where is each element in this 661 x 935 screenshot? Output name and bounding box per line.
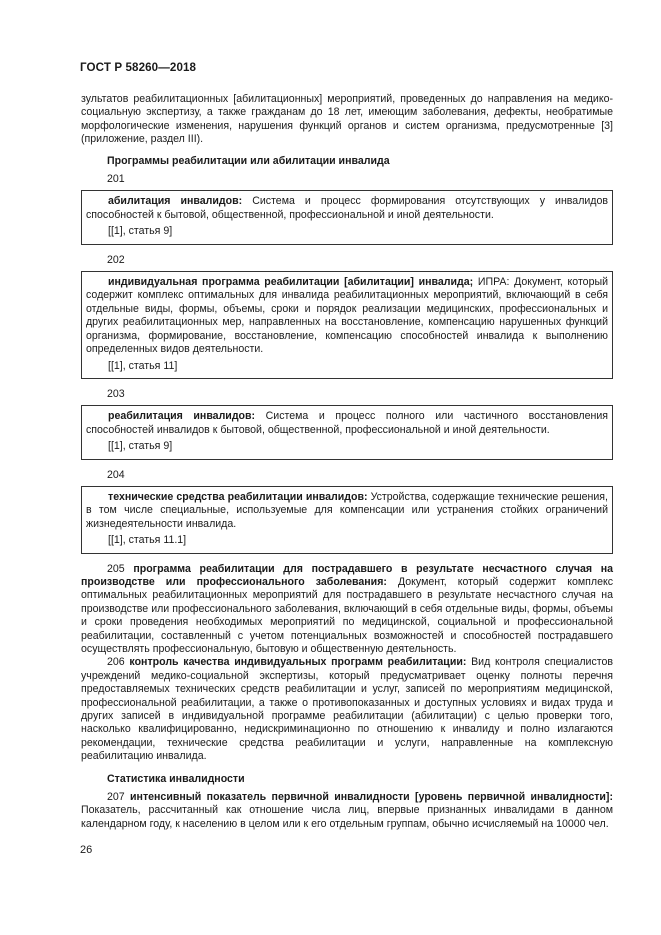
term-text: Документ, который содержит комплекс оптимальных реабилитационных мероприятий для пострадавшего в результате несчастного случая на производстве или профессионального заболевания, включающий в себя отдельные виды, формы, объемы и сроки проведения необходимых мероприятий по медицинской, социальной и профессиональной реабилитации, составленный с учетом потенциальных возможностей и способностей пострадавшего осуществлять профессиональную, бытовую и общественную деятельность. [81, 575, 614, 655]
document-body [81, 93, 613, 831]
term-entry-203 [81, 388, 613, 460]
term-box [81, 486, 613, 554]
term-number: 203 [107, 387, 125, 400]
term-name: абилитация инвалидов: [108, 195, 243, 208]
term-reference: [[1], статья 11.1] [108, 534, 187, 547]
term-text: Устройства, содержащие технические решения, в том числе специальные, используемые для компенсации или устранения стойких ограничений жизнедеятельности инвалида. [86, 490, 608, 530]
term-name: реабилитация инвалидов: [108, 410, 256, 423]
term-box [81, 190, 613, 244]
term-name: интенсивный показатель первичной инвалидности [уровень первичной инвалидности]: [130, 791, 613, 804]
term-definition [86, 276, 608, 356]
term-box [81, 405, 613, 459]
term-number: 206 [107, 656, 125, 669]
term-name: технические средства реабилитации инвалидов: [108, 490, 368, 503]
term-definition [86, 195, 608, 222]
term-text: ИПРА: Документ, который содержит комплекс оптимальных для инвалида реабилитационных мероприятий, включающий в себя отдельные виды, формы, объемы, сроки и порядок реализации медицинских, профессиональных и других реабилитационных мер, направленных на восстановление, компенсацию нарушенных функций организма, формирование, восстановление, компенсацию способностей инвалида к выполнению определенных видов деятельности. [86, 276, 608, 356]
term-number: 207 [107, 791, 125, 804]
section-heading-statistics: Статистика инвалидности [107, 772, 245, 785]
term-text: Система и процесс полного или частичного восстановления способностей инвалидов к бытовой, общественной, профессиональной и иной деятельности. [86, 410, 608, 436]
term-text: Система и процесс формирования отсутствующих у инвалидов способностей к бытовой, общественной, профессиональной и иной деятельности. [86, 195, 609, 221]
term-text: Вид контроля специалистов учреждений медико-социальной экспертизы, который предусматривает оценку полноты перечня предоставляемых технических средств реабилитации и услуг, записей по мероприятиям медицинской, профессиональной реабилитации, а также о противопоказанных и доступных условиях и видах труда и других записей в индивидуальной программе реабилитации (абилитации) с целью проверки того, насколько квалифицированно, недискриминационно по отношению к инвалиду и полно излагаются рекомендации, технические средства реабилитации и услуги, направленные на комплексную реабилитацию инвалида. [81, 656, 613, 763]
term-paragraph-206 [81, 656, 613, 763]
term-number: 202 [107, 253, 125, 266]
term-reference: [[1], статья 9] [108, 225, 173, 238]
term-number: 204 [107, 468, 125, 481]
term-definition [86, 410, 608, 437]
term-text: Показатель, рассчитанный как отношение числа лиц, впервые признанных инвалидами в данном календарном году, к населению в целом или к его отдельным группам, обычно исчисляемый на 10000 чел. [81, 804, 613, 830]
page-number: 26 [80, 844, 93, 856]
term-box [81, 271, 613, 379]
term-definition [86, 491, 608, 531]
term-name: индивидуальная программа реабилитации [абилитации] инвалида; [108, 276, 474, 289]
term-name: программа реабилитации для пострадавшего в результате несчастного случая на производстве или профессионального заболевания: [81, 562, 613, 588]
term-entry-201 [81, 173, 613, 245]
term-number: 201 [107, 173, 125, 186]
term-number: 205 [107, 562, 125, 575]
term-paragraph-207 [81, 791, 613, 831]
term-entry-204 [81, 469, 613, 554]
term-paragraph-205 [81, 563, 613, 657]
term-entry-202 [81, 254, 613, 379]
document-code: ГОСТ Р 58260—2018 [80, 61, 197, 74]
intro-paragraph: зультатов реабилитационных [абилитационных] мероприятий, проведенных до направления на медико-социальную экспертизу, а также гражданам до 18 лет, имеющим заболевания, дефекты, необратимые морфологические изменения, нарушения функций органов и систем организма, предусмотренные [3] (приложение, раздел III). [81, 93, 613, 146]
term-name: контроль качества индивидуальных программ реабилитации: [129, 656, 467, 669]
term-reference: [[1], статья 11] [108, 359, 178, 372]
section-heading-programs: Программы реабилитации или абилитации инвалида [107, 154, 390, 167]
term-reference: [[1], статья 9] [108, 440, 173, 453]
